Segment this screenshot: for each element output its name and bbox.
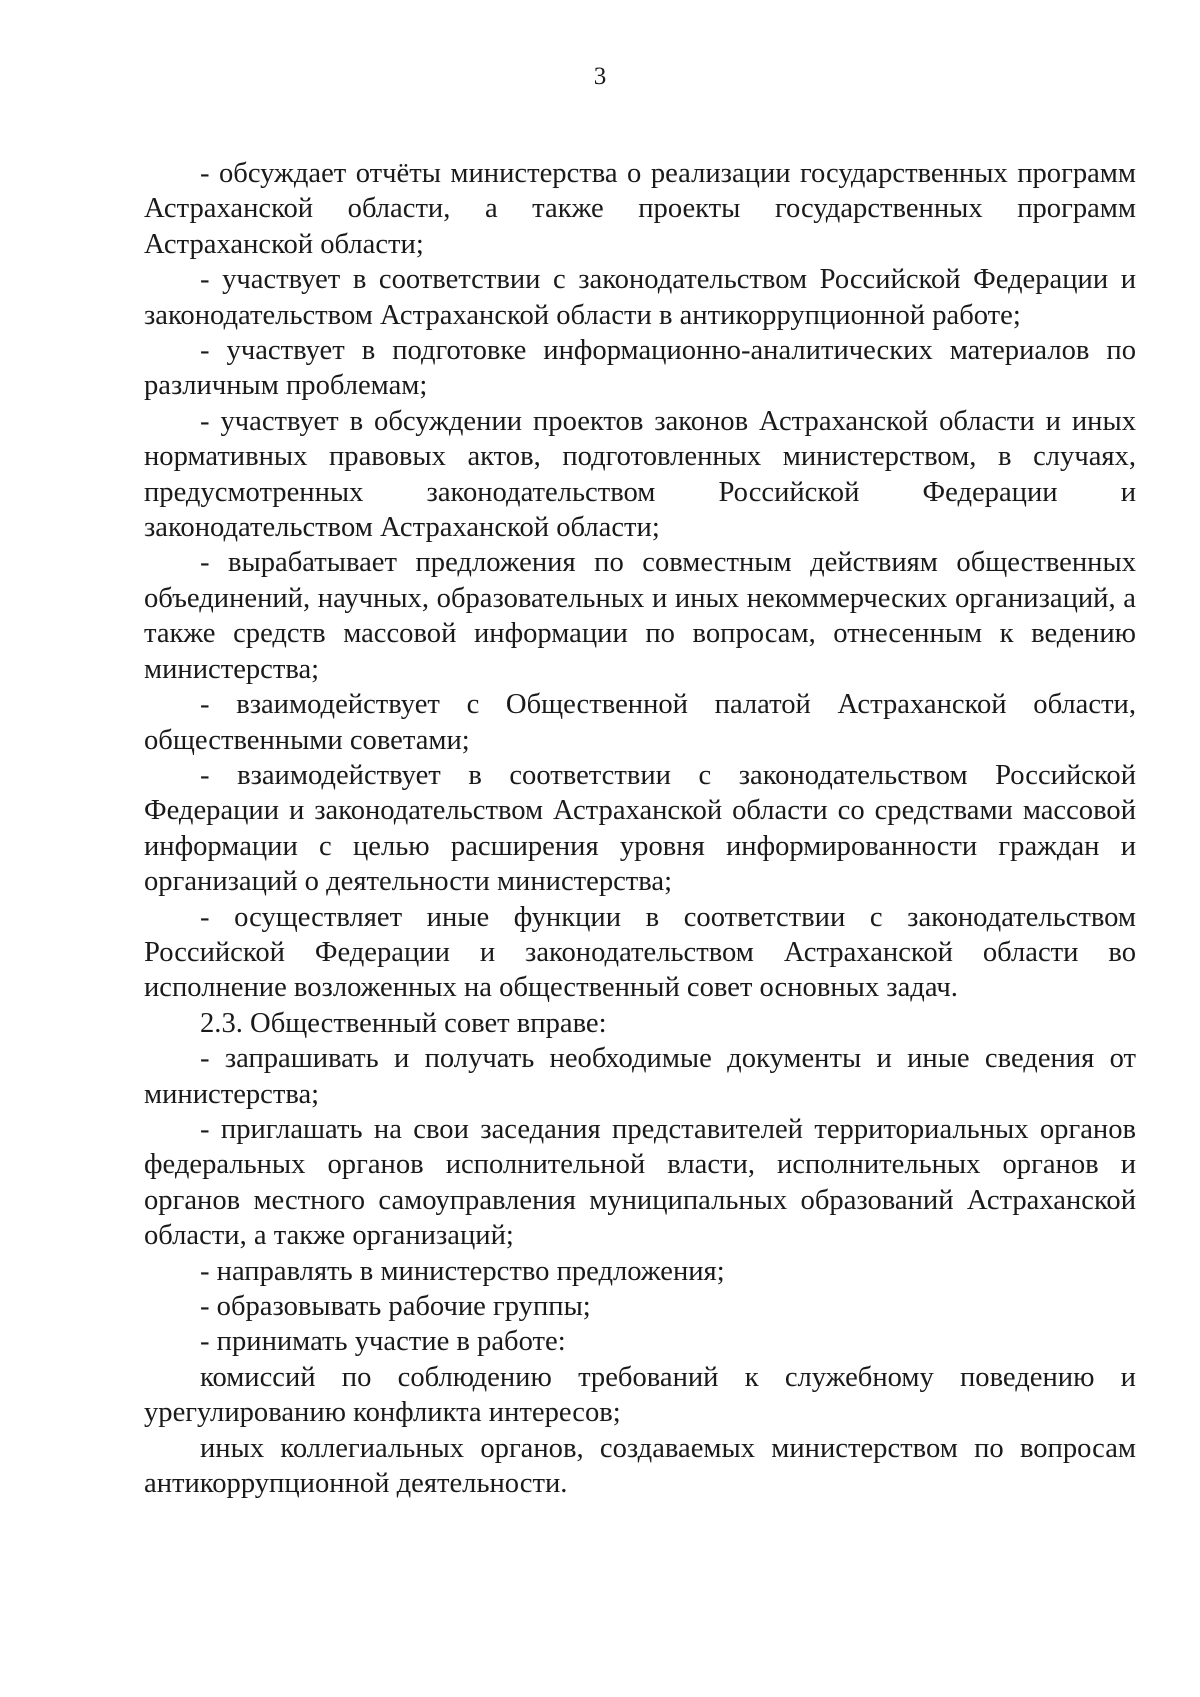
paragraph-other-functions: - осуществляет иные функции в соответствии с законодательством Российской Федерации и законодательством Астраханской области во исполнение возложенных на общественный совет основных задач.	[144, 901, 1136, 1004]
paragraph-commissions: комиссий по соблюдению требований к служебному поведению и урегулированию конфликта интересов;	[144, 1361, 1136, 1429]
paragraph-discuss-reports: - обсуждает отчёты министерства о реализации государственных программ Астраханской области, а также проекты государственных программ Астраханской области;	[144, 158, 1136, 260]
paragraph-participate: - принимать участие в работе:	[200, 1326, 566, 1358]
document-body	[144, 156, 1136, 1501]
paragraph-working-groups: - образовывать рабочие группы;	[200, 1291, 591, 1322]
paragraph-joint-actions: - вырабатывает предложения по совместным действиям общественных объединений, научных, образовательных и иных некоммерческих организаций, а также средств массовой информации по вопросам, отнесенным к ведению министерства;	[144, 547, 1136, 685]
paragraph-analytical-materials: - участвует в подготовке информационно-аналитических материалов по различным проблемам;	[144, 335, 1136, 402]
paragraph-public-chamber: - взаимодействует с Общественной палатой Астраханской области, общественными советами;	[144, 689, 1136, 756]
paragraph-invite-representatives: - приглашать на свои заседания представителей территориальных органов федеральных органов исполнительной власти, исполнительных органов и органов местного самоуправления муниципальных образований Астраханской области, а также организаций;	[144, 1113, 1136, 1252]
section-heading-2-3: 2.3. Общественный совет вправе:	[200, 1007, 607, 1039]
paragraph-collegial-bodies: иных коллегиальных органов, создаваемых министерством по вопросам антикоррупционной деятельности.	[144, 1432, 1136, 1500]
paragraph-draft-laws: - участвует в обсуждении проектов законов Астраханской области и иных нормативных правовых актов, подготовленных министерством, в случаях, предусмотренных законодательством Российской Федерации и законодательством Астраханской области;	[144, 405, 1136, 544]
paragraph-anticorruption-work: - участвует в соответствии с законодательством Российской Федерации и законодательством Астраханской области в антикоррупционной работе;	[144, 264, 1136, 331]
paragraph-request-documents: - запрашивать и получать необходимые документы и иные сведения от министерства;	[144, 1043, 1136, 1110]
paragraph-mass-media: - взаимодействует в соответствии с законодательством Российской Федерации и законодательством Астраханской области со средствами массовой информации с целью расширения уровня информированности граждан и организаций о деятельности министерства;	[144, 759, 1136, 898]
page-number: 3	[593, 63, 607, 90]
paragraph-send-proposals: - направлять в министерство предложения;	[200, 1255, 725, 1287]
